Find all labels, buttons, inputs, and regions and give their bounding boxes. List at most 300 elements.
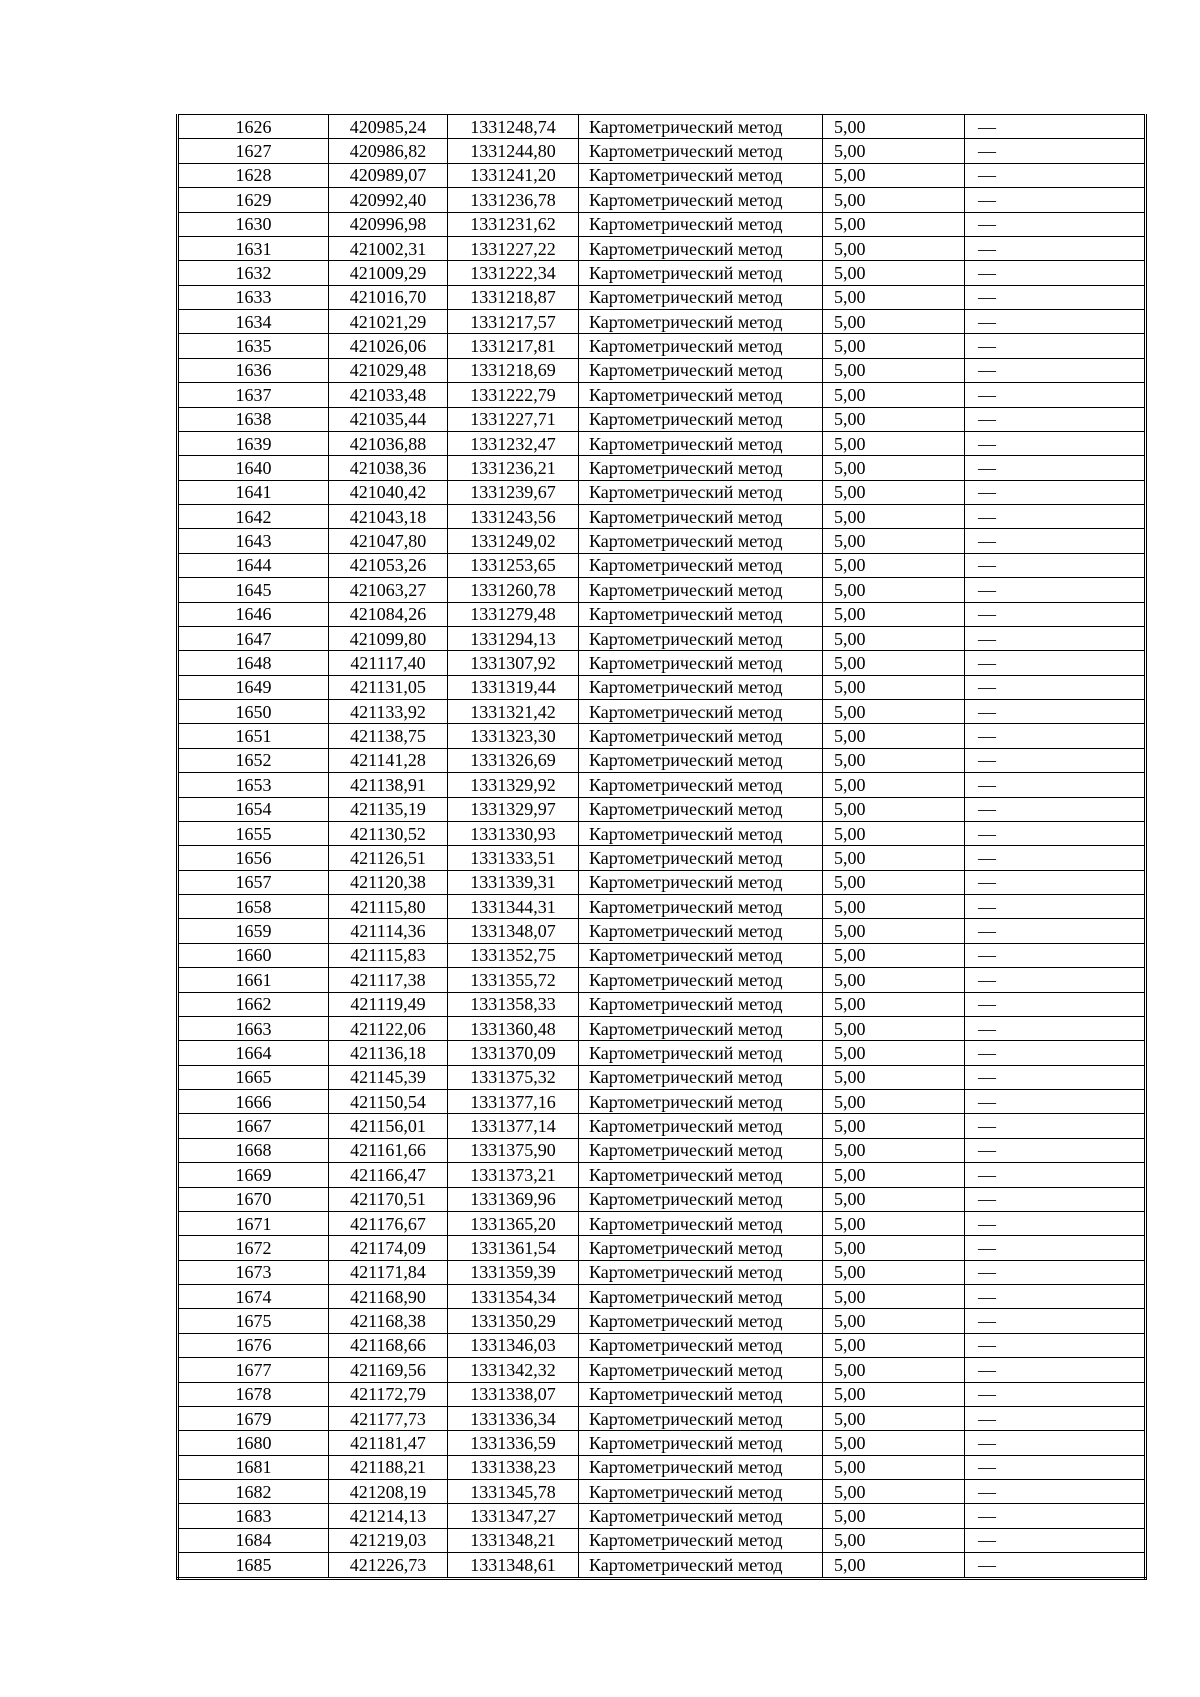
- method-cell: Картометрический метод: [579, 1041, 823, 1065]
- accuracy-cell: 5,00: [823, 139, 965, 163]
- point-number-cell: 1655: [178, 821, 329, 845]
- description-cell: —: [965, 1114, 1146, 1138]
- x-coordinate-cell: 421168,38: [329, 1309, 448, 1333]
- method-cell: Картометрический метод: [579, 1455, 823, 1479]
- point-number-cell: 1634: [178, 310, 329, 334]
- y-coordinate-cell: 1331260,78: [448, 578, 579, 602]
- y-coordinate-cell: 1331222,34: [448, 261, 579, 285]
- coordinates-table-body: [178, 115, 1146, 1579]
- accuracy-cell: 5,00: [823, 188, 965, 212]
- description-cell: —: [965, 310, 1146, 334]
- point-number-cell: 1671: [178, 1211, 329, 1235]
- accuracy-cell: 5,00: [823, 748, 965, 772]
- y-coordinate-cell: 1331348,61: [448, 1553, 579, 1578]
- point-number-cell: 1640: [178, 456, 329, 480]
- accuracy-cell: 5,00: [823, 870, 965, 894]
- table-row: [178, 115, 1146, 139]
- accuracy-cell: 5,00: [823, 529, 965, 553]
- point-number-cell: 1673: [178, 1260, 329, 1284]
- table-row: [178, 163, 1146, 187]
- description-cell: —: [965, 1333, 1146, 1357]
- table-row: [178, 1138, 1146, 1162]
- description-cell: —: [965, 1041, 1146, 1065]
- point-number-cell: 1626: [178, 115, 329, 139]
- accuracy-cell: 5,00: [823, 1236, 965, 1260]
- table-row: [178, 358, 1146, 382]
- y-coordinate-cell: 1331348,21: [448, 1528, 579, 1552]
- x-coordinate-cell: 421138,75: [329, 724, 448, 748]
- x-coordinate-cell: 421161,66: [329, 1138, 448, 1162]
- x-coordinate-cell: 421120,38: [329, 870, 448, 894]
- y-coordinate-cell: 1331347,27: [448, 1504, 579, 1528]
- method-cell: Картометрический метод: [579, 163, 823, 187]
- description-cell: —: [965, 1528, 1146, 1552]
- accuracy-cell: 5,00: [823, 1016, 965, 1040]
- x-coordinate-cell: 420992,40: [329, 188, 448, 212]
- method-cell: Картометрический метод: [579, 748, 823, 772]
- y-coordinate-cell: 1331227,22: [448, 236, 579, 260]
- table-row: [178, 992, 1146, 1016]
- y-coordinate-cell: 1331358,33: [448, 992, 579, 1016]
- y-coordinate-cell: 1331249,02: [448, 529, 579, 553]
- y-coordinate-cell: 1331354,34: [448, 1285, 579, 1309]
- point-number-cell: 1641: [178, 480, 329, 504]
- method-cell: Картометрический метод: [579, 651, 823, 675]
- y-coordinate-cell: 1331231,62: [448, 212, 579, 236]
- point-number-cell: 1674: [178, 1285, 329, 1309]
- y-coordinate-cell: 1331377,16: [448, 1090, 579, 1114]
- accuracy-cell: 5,00: [823, 821, 965, 845]
- table-row: [178, 1041, 1146, 1065]
- method-cell: Картометрический метод: [579, 626, 823, 650]
- table-row: [178, 895, 1146, 919]
- x-coordinate-cell: 421135,19: [329, 797, 448, 821]
- y-coordinate-cell: 1331329,92: [448, 773, 579, 797]
- method-cell: Картометрический метод: [579, 1480, 823, 1504]
- point-number-cell: 1685: [178, 1553, 329, 1578]
- point-number-cell: 1669: [178, 1163, 329, 1187]
- accuracy-cell: 5,00: [823, 943, 965, 967]
- method-cell: Картометрический метод: [579, 310, 823, 334]
- table-row: [178, 1285, 1146, 1309]
- table-row: [178, 1065, 1146, 1089]
- method-cell: Картометрический метод: [579, 1187, 823, 1211]
- method-cell: Картометрический метод: [579, 1358, 823, 1382]
- point-number-cell: 1661: [178, 968, 329, 992]
- table-row: [178, 1016, 1146, 1040]
- table-row: [178, 236, 1146, 260]
- description-cell: —: [965, 1236, 1146, 1260]
- description-cell: —: [965, 188, 1146, 212]
- point-number-cell: 1654: [178, 797, 329, 821]
- accuracy-cell: 5,00: [823, 1480, 965, 1504]
- accuracy-cell: 5,00: [823, 383, 965, 407]
- description-cell: —: [965, 1016, 1146, 1040]
- description-cell: —: [965, 358, 1146, 382]
- accuracy-cell: 5,00: [823, 553, 965, 577]
- description-cell: —: [965, 700, 1146, 724]
- x-coordinate-cell: 421117,38: [329, 968, 448, 992]
- x-coordinate-cell: 421053,26: [329, 553, 448, 577]
- description-cell: —: [965, 163, 1146, 187]
- table-row: [178, 773, 1146, 797]
- method-cell: Картометрический метод: [579, 1260, 823, 1284]
- method-cell: Картометрический метод: [579, 431, 823, 455]
- x-coordinate-cell: 421172,79: [329, 1382, 448, 1406]
- point-number-cell: 1648: [178, 651, 329, 675]
- table-row: [178, 675, 1146, 699]
- accuracy-cell: 5,00: [823, 602, 965, 626]
- point-number-cell: 1632: [178, 261, 329, 285]
- accuracy-cell: 5,00: [823, 456, 965, 480]
- description-cell: —: [965, 1065, 1146, 1089]
- table-row: [178, 188, 1146, 212]
- description-cell: —: [965, 797, 1146, 821]
- method-cell: Картометрический метод: [579, 261, 823, 285]
- point-number-cell: 1627: [178, 139, 329, 163]
- x-coordinate-cell: 421168,90: [329, 1285, 448, 1309]
- table-row: [178, 1528, 1146, 1552]
- description-cell: —: [965, 212, 1146, 236]
- y-coordinate-cell: 1331375,32: [448, 1065, 579, 1089]
- point-number-cell: 1645: [178, 578, 329, 602]
- accuracy-cell: 5,00: [823, 675, 965, 699]
- y-coordinate-cell: 1331279,48: [448, 602, 579, 626]
- accuracy-cell: 5,00: [823, 1187, 965, 1211]
- accuracy-cell: 5,00: [823, 919, 965, 943]
- description-cell: —: [965, 383, 1146, 407]
- accuracy-cell: 5,00: [823, 1138, 965, 1162]
- accuracy-cell: 5,00: [823, 261, 965, 285]
- y-coordinate-cell: 1331336,59: [448, 1431, 579, 1455]
- table-row: [178, 870, 1146, 894]
- accuracy-cell: 5,00: [823, 480, 965, 504]
- description-cell: —: [965, 139, 1146, 163]
- accuracy-cell: 5,00: [823, 1163, 965, 1187]
- y-coordinate-cell: 1331222,79: [448, 383, 579, 407]
- accuracy-cell: 5,00: [823, 724, 965, 748]
- x-coordinate-cell: 421033,48: [329, 383, 448, 407]
- point-number-cell: 1643: [178, 529, 329, 553]
- description-cell: —: [965, 1309, 1146, 1333]
- y-coordinate-cell: 1331227,71: [448, 407, 579, 431]
- x-coordinate-cell: 421177,73: [329, 1406, 448, 1430]
- method-cell: Картометрический метод: [579, 602, 823, 626]
- point-number-cell: 1639: [178, 431, 329, 455]
- method-cell: Картометрический метод: [579, 675, 823, 699]
- point-number-cell: 1660: [178, 943, 329, 967]
- y-coordinate-cell: 1331243,56: [448, 505, 579, 529]
- point-number-cell: 1682: [178, 1480, 329, 1504]
- table-row: [178, 1090, 1146, 1114]
- accuracy-cell: 5,00: [823, 1114, 965, 1138]
- point-number-cell: 1658: [178, 895, 329, 919]
- point-number-cell: 1678: [178, 1382, 329, 1406]
- method-cell: Картометрический метод: [579, 1065, 823, 1089]
- point-number-cell: 1677: [178, 1358, 329, 1382]
- table-row: [178, 700, 1146, 724]
- description-cell: —: [965, 724, 1146, 748]
- description-cell: —: [965, 456, 1146, 480]
- point-number-cell: 1657: [178, 870, 329, 894]
- method-cell: Картометрический метод: [579, 797, 823, 821]
- x-coordinate-cell: 421122,06: [329, 1016, 448, 1040]
- description-cell: —: [965, 578, 1146, 602]
- table-row: [178, 310, 1146, 334]
- table-row: [178, 1431, 1146, 1455]
- point-number-cell: 1647: [178, 626, 329, 650]
- x-coordinate-cell: 421026,06: [329, 334, 448, 358]
- accuracy-cell: 5,00: [823, 992, 965, 1016]
- accuracy-cell: 5,00: [823, 1358, 965, 1382]
- description-cell: —: [965, 992, 1146, 1016]
- table-row: [178, 1504, 1146, 1528]
- point-number-cell: 1629: [178, 188, 329, 212]
- description-cell: —: [965, 334, 1146, 358]
- table-row: [178, 285, 1146, 309]
- description-cell: —: [965, 1431, 1146, 1455]
- accuracy-cell: 5,00: [823, 1285, 965, 1309]
- description-cell: —: [965, 626, 1146, 650]
- y-coordinate-cell: 1331346,03: [448, 1333, 579, 1357]
- y-coordinate-cell: 1331217,81: [448, 334, 579, 358]
- x-coordinate-cell: 421038,36: [329, 456, 448, 480]
- method-cell: Картометрический метод: [579, 1285, 823, 1309]
- x-coordinate-cell: 421063,27: [329, 578, 448, 602]
- description-cell: —: [965, 1260, 1146, 1284]
- method-cell: Картометрический метод: [579, 578, 823, 602]
- description-cell: —: [965, 773, 1146, 797]
- x-coordinate-cell: 421138,91: [329, 773, 448, 797]
- method-cell: Картометрический метод: [579, 1431, 823, 1455]
- table-row: [178, 334, 1146, 358]
- accuracy-cell: 5,00: [823, 1333, 965, 1357]
- method-cell: Картометрический метод: [579, 188, 823, 212]
- x-coordinate-cell: 421170,51: [329, 1187, 448, 1211]
- accuracy-cell: 5,00: [823, 505, 965, 529]
- description-cell: —: [965, 602, 1146, 626]
- method-cell: Картометрический метод: [579, 480, 823, 504]
- description-cell: —: [965, 846, 1146, 870]
- point-number-cell: 1675: [178, 1309, 329, 1333]
- description-cell: —: [965, 285, 1146, 309]
- accuracy-cell: 5,00: [823, 1406, 965, 1430]
- accuracy-cell: 5,00: [823, 895, 965, 919]
- method-cell: Картометрический метод: [579, 407, 823, 431]
- y-coordinate-cell: 1331350,29: [448, 1309, 579, 1333]
- table-row: [178, 139, 1146, 163]
- point-number-cell: 1679: [178, 1406, 329, 1430]
- description-cell: —: [965, 675, 1146, 699]
- description-cell: —: [965, 1480, 1146, 1504]
- accuracy-cell: 5,00: [823, 968, 965, 992]
- description-cell: —: [965, 553, 1146, 577]
- x-coordinate-cell: 420996,98: [329, 212, 448, 236]
- description-cell: —: [965, 919, 1146, 943]
- y-coordinate-cell: 1331352,75: [448, 943, 579, 967]
- point-number-cell: 1650: [178, 700, 329, 724]
- method-cell: Картометрический метод: [579, 1309, 823, 1333]
- table-row: [178, 724, 1146, 748]
- y-coordinate-cell: 1331294,13: [448, 626, 579, 650]
- x-coordinate-cell: 421156,01: [329, 1114, 448, 1138]
- accuracy-cell: 5,00: [823, 1211, 965, 1235]
- method-cell: Картометрический метод: [579, 139, 823, 163]
- method-cell: Картометрический метод: [579, 700, 823, 724]
- accuracy-cell: 5,00: [823, 1382, 965, 1406]
- table-row: [178, 1260, 1146, 1284]
- accuracy-cell: 5,00: [823, 358, 965, 382]
- table-row: [178, 261, 1146, 285]
- method-cell: Картометрический метод: [579, 553, 823, 577]
- point-number-cell: 1668: [178, 1138, 329, 1162]
- y-coordinate-cell: 1331355,72: [448, 968, 579, 992]
- x-coordinate-cell: 421150,54: [329, 1090, 448, 1114]
- accuracy-cell: 5,00: [823, 334, 965, 358]
- method-cell: Картометрический метод: [579, 1553, 823, 1578]
- description-cell: —: [965, 870, 1146, 894]
- y-coordinate-cell: 1331370,09: [448, 1041, 579, 1065]
- x-coordinate-cell: 421181,47: [329, 1431, 448, 1455]
- accuracy-cell: 5,00: [823, 846, 965, 870]
- method-cell: Картометрический метод: [579, 115, 823, 139]
- method-cell: Картометрический метод: [579, 1114, 823, 1138]
- accuracy-cell: 5,00: [823, 1065, 965, 1089]
- table-row: [178, 1455, 1146, 1479]
- table-row: [178, 553, 1146, 577]
- x-coordinate-cell: 421145,39: [329, 1065, 448, 1089]
- point-number-cell: 1637: [178, 383, 329, 407]
- x-coordinate-cell: 421133,92: [329, 700, 448, 724]
- x-coordinate-cell: 421130,52: [329, 821, 448, 845]
- y-coordinate-cell: 1331239,67: [448, 480, 579, 504]
- method-cell: Картометрический метод: [579, 846, 823, 870]
- accuracy-cell: 5,00: [823, 1260, 965, 1284]
- method-cell: Картометрический метод: [579, 773, 823, 797]
- x-coordinate-cell: 421169,56: [329, 1358, 448, 1382]
- description-cell: —: [965, 651, 1146, 675]
- y-coordinate-cell: 1331359,39: [448, 1260, 579, 1284]
- accuracy-cell: 5,00: [823, 1090, 965, 1114]
- accuracy-cell: 5,00: [823, 1041, 965, 1065]
- point-number-cell: 1631: [178, 236, 329, 260]
- point-number-cell: 1672: [178, 1236, 329, 1260]
- description-cell: —: [965, 1553, 1146, 1578]
- y-coordinate-cell: 1331307,92: [448, 651, 579, 675]
- y-coordinate-cell: 1331218,69: [448, 358, 579, 382]
- y-coordinate-cell: 1331377,14: [448, 1114, 579, 1138]
- description-cell: —: [965, 748, 1146, 772]
- table-row: [178, 1187, 1146, 1211]
- description-cell: —: [965, 480, 1146, 504]
- x-coordinate-cell: 421214,13: [329, 1504, 448, 1528]
- table-row: [178, 578, 1146, 602]
- accuracy-cell: 5,00: [823, 797, 965, 821]
- description-cell: —: [965, 1455, 1146, 1479]
- description-cell: —: [965, 1187, 1146, 1211]
- table-row: [178, 407, 1146, 431]
- x-coordinate-cell: 421188,21: [329, 1455, 448, 1479]
- x-coordinate-cell: 421035,44: [329, 407, 448, 431]
- accuracy-cell: 5,00: [823, 1528, 965, 1552]
- point-number-cell: 1659: [178, 919, 329, 943]
- table-row: [178, 1333, 1146, 1357]
- x-coordinate-cell: 421176,67: [329, 1211, 448, 1235]
- description-cell: —: [965, 1285, 1146, 1309]
- point-number-cell: 1651: [178, 724, 329, 748]
- point-number-cell: 1662: [178, 992, 329, 1016]
- x-coordinate-cell: 421171,84: [329, 1260, 448, 1284]
- method-cell: Картометрический метод: [579, 1528, 823, 1552]
- method-cell: Картометрический метод: [579, 1138, 823, 1162]
- table-row: [178, 1358, 1146, 1382]
- description-cell: —: [965, 1138, 1146, 1162]
- description-cell: —: [965, 1406, 1146, 1430]
- accuracy-cell: 5,00: [823, 163, 965, 187]
- accuracy-cell: 5,00: [823, 310, 965, 334]
- description-cell: —: [965, 895, 1146, 919]
- table-row: [178, 529, 1146, 553]
- y-coordinate-cell: 1331348,07: [448, 919, 579, 943]
- accuracy-cell: 5,00: [823, 407, 965, 431]
- method-cell: Картометрический метод: [579, 505, 823, 529]
- accuracy-cell: 5,00: [823, 578, 965, 602]
- table-row: [178, 212, 1146, 236]
- point-number-cell: 1646: [178, 602, 329, 626]
- accuracy-cell: 5,00: [823, 1504, 965, 1528]
- y-coordinate-cell: 1331321,42: [448, 700, 579, 724]
- y-coordinate-cell: 1331248,74: [448, 115, 579, 139]
- accuracy-cell: 5,00: [823, 1553, 965, 1578]
- description-cell: —: [965, 261, 1146, 285]
- point-number-cell: 1653: [178, 773, 329, 797]
- table-row: [178, 480, 1146, 504]
- table-row: [178, 1480, 1146, 1504]
- method-cell: Картометрический метод: [579, 1236, 823, 1260]
- method-cell: Картометрический метод: [579, 358, 823, 382]
- y-coordinate-cell: 1331253,65: [448, 553, 579, 577]
- x-coordinate-cell: 421117,40: [329, 651, 448, 675]
- x-coordinate-cell: 421099,80: [329, 626, 448, 650]
- y-coordinate-cell: 1331342,32: [448, 1358, 579, 1382]
- method-cell: Картометрический метод: [579, 1090, 823, 1114]
- y-coordinate-cell: 1331361,54: [448, 1236, 579, 1260]
- point-number-cell: 1670: [178, 1187, 329, 1211]
- method-cell: Картометрический метод: [579, 821, 823, 845]
- description-cell: —: [965, 1504, 1146, 1528]
- description-cell: —: [965, 1090, 1146, 1114]
- point-number-cell: 1628: [178, 163, 329, 187]
- x-coordinate-cell: 421219,03: [329, 1528, 448, 1552]
- x-coordinate-cell: 420985,24: [329, 115, 448, 139]
- method-cell: Картометрический метод: [579, 456, 823, 480]
- y-coordinate-cell: 1331344,31: [448, 895, 579, 919]
- x-coordinate-cell: 421126,51: [329, 846, 448, 870]
- x-coordinate-cell: 421036,88: [329, 431, 448, 455]
- y-coordinate-cell: 1331326,69: [448, 748, 579, 772]
- table-row: [178, 1211, 1146, 1235]
- description-cell: —: [965, 968, 1146, 992]
- table-row: [178, 821, 1146, 845]
- description-cell: —: [965, 821, 1146, 845]
- table-row: [178, 1114, 1146, 1138]
- x-coordinate-cell: 421168,66: [329, 1333, 448, 1357]
- table-row: [178, 1382, 1146, 1406]
- x-coordinate-cell: 421141,28: [329, 748, 448, 772]
- table-row: [178, 846, 1146, 870]
- y-coordinate-cell: 1331369,96: [448, 1187, 579, 1211]
- x-coordinate-cell: 421043,18: [329, 505, 448, 529]
